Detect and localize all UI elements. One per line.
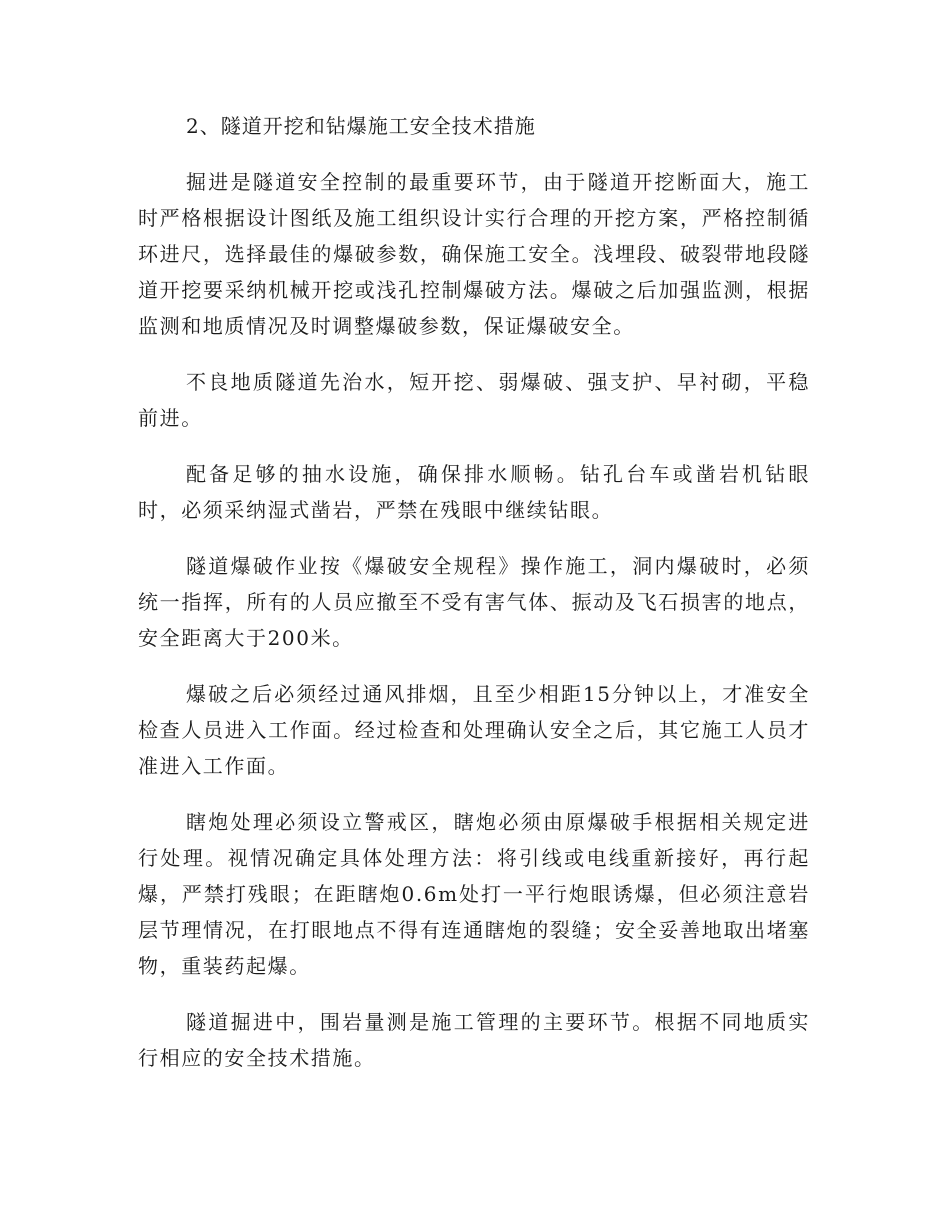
paragraph-misfire: 瞎炮处理必须设立警戒区，瞎炮必须由原爆破手根据相关规定进行处理。视情况确定具体处理方法：将引线或电线重新接好，再行起爆，严禁打残眼；在距瞎炮0.6m处打一平行炮眼诱爆，但必须注意岩层节理情况，在打眼地点不得有连通瞎炮的裂缝；安全妥善地取出堵塞物，重装药起爆。 — [138, 810, 810, 978]
paragraph-drainage: 配备足够的抽水设施，确保排水顺畅。钻孔台车或凿岩机钻眼时，必须采纳湿式凿岩，严禁在残眼中继续钻眼。 — [138, 462, 810, 522]
paragraph-blasting-rules: 隧道爆破作业按《爆破安全规程》操作施工，洞内爆破时，必须统一指挥，所有的人员应撤至不受有害气体、振动及飞石损害的地点，安全距离大于200米。 — [138, 554, 810, 650]
paragraph-excavation: 掘进是隧道安全控制的最重要环节，由于隧道开挖断面大，施工时严格根据设计图纸及施工组织设计实行合理的开挖方案，严格控制循环进尺，选择最佳的爆破参数，确保施工安全。浅埋段、破裂带地段隧道开挖要采纳机械开挖或浅孔控制爆破方法。爆破之后加强监测，根据监测和地质情况及时调整爆破参数，保证爆破安全。 — [138, 170, 810, 338]
document-page — [138, 108, 810, 1096]
section-heading: 2、隧道开挖和钻爆施工安全技术措施 — [186, 114, 536, 138]
paragraph-monitoring: 隧道掘进中，围岩量测是施工管理的主要环节。根据不同地质实行相应的安全技术措施。 — [138, 1010, 810, 1070]
paragraph-ventilation: 爆破之后必须经过通风排烟，且至少相距15分钟以上，才准安全检查人员进入工作面。经过检查和处理确认安全之后，其它施工人员才准进入工作面。 — [138, 682, 810, 778]
paragraph-poor-geology: 不良地质隧道先治水，短开挖、弱爆破、强支护、早衬砌，平稳前进。 — [138, 370, 810, 430]
